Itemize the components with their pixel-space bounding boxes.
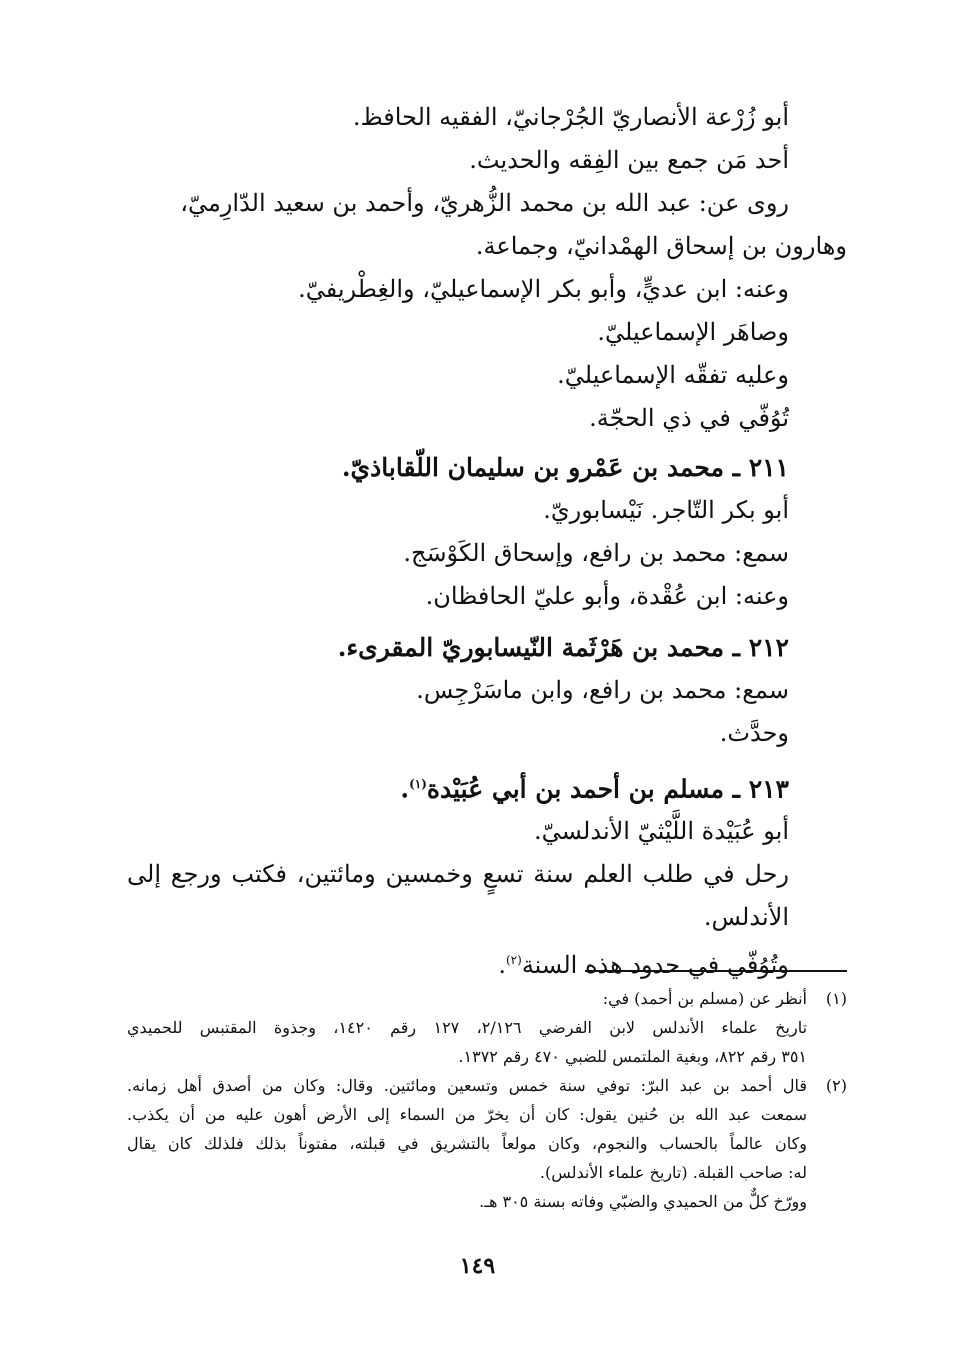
footnote-line: قال أحمد بن عبد البرّ: توفي سنة خمس وتسعين ومائتين. وقال: وكان من أصدق أهل زمانه. — [127, 1076, 808, 1095]
footnote-line: وكان عالماً بالحساب والنجوم، وكان مولعاً بالتشريق في قبلته، مفتوناً بذلك فلذلك كان يقال — [127, 1134, 807, 1153]
footnote-2 — [127, 1071, 847, 1216]
page-number: ١٤٩ — [459, 1253, 496, 1279]
footnote-line: وورّخ كلٌّ من الحميدي والضبّي وفاته بسنة ٣٠٥ هـ. — [479, 1192, 807, 1211]
footnotes — [127, 984, 847, 1216]
footnote-line: سمعت عبد الله بن حُنين يقول: كان أن يخرّ من السماء إلى الأرض أهون عليه من أن يكذب. — [127, 1105, 808, 1124]
text-line: تُوُفّي في ذي الحجّة. — [589, 404, 789, 432]
footnote-ref-1: (١) — [409, 777, 427, 791]
text-line: أبو بكر التّاجر. نَيْسابوريّ. — [543, 496, 789, 524]
text-line: أبو زُرْعة الأنصاريّ الجُرْجانيّ، الفقيه الحافظ. — [352, 103, 789, 131]
text-line: روى عن: عبد الله بن محمد الزُّهريّ، وأحمد بن سعيد الدّارِميّ، — [180, 189, 789, 217]
text-line: وعليه تفقّه الإسماعيليّ. — [557, 361, 789, 389]
footnote-number: (٢) — [825, 1076, 847, 1095]
entry-heading-212: ٢١٢ ـ محمد بن هَرْثَمة النّيسابوريّ المقرىء. — [337, 633, 789, 662]
footnote-line: تاريخ علماء الأندلس لابن الفرضي ٢/١٢٦، ١٢٧ رقم ١٤٢٠، وجذوة المقتبس للحميدي — [127, 1018, 808, 1037]
entry-heading-213 — [127, 763, 847, 810]
text-line: وهارون بن إسحاق الهمْدانيّ، وجماعة. — [475, 232, 847, 260]
entry-heading-211: ٢١١ ـ محمد بن عَمْرو بن سليمان اللّقاباذيّ. — [341, 453, 789, 482]
text-line: وصاهَر الإسماعيليّ. — [597, 318, 789, 346]
footnote-ref-2: (٢) — [505, 953, 522, 968]
main-text — [127, 96, 847, 987]
footnote-number: (١) — [825, 989, 847, 1008]
text-line — [127, 939, 847, 987]
entry-heading-213-text: ٢١٣ ـ مسلم بن أحمد بن أبي عُبَيْدة — [426, 774, 789, 804]
footnote-line: له: صاحب القبلة. (تاريخ علماء الأندلس). — [539, 1163, 807, 1182]
heading-period: . — [400, 774, 410, 804]
footnote-line: أنظر عن (مسلم بن أحمد) في: — [602, 989, 807, 1008]
footnote-line: ٣٥١ رقم ٨٢٢، وبغية الملتمس للضبي ٤٧٠ رقم ١٣٧٢. — [458, 1047, 807, 1066]
text-line: وعنه: ابن عُقْدة، وأبو عليّ الحافظان. — [425, 582, 789, 610]
footnote-1 — [127, 984, 847, 1071]
text-line: وحدَّث. — [719, 719, 789, 747]
text-line: أحد مَن جمع بين الفِقه والحديث. — [469, 146, 789, 174]
text-line: وعنه: ابن عديٍّ، وأبو بكر الإسماعيليّ، والغِطْريفيّ. — [298, 275, 789, 303]
text-line: سمع: محمد بن رافع، وابن ماسَرْجِس. — [416, 676, 789, 704]
line-period: . — [498, 951, 506, 980]
text-line: سمع: محمد بن رافع، وإسحاق الكَوْسَج. — [403, 539, 789, 567]
text-paragraph: رحل في طلب العلم سنة تسعٍ وخمسين ومائتين، فكتب ورجع إلى الأندلس. — [127, 860, 789, 932]
text-line: أبو عُبَيْدة اللَّيْثيّ الأندلسيّ. — [533, 817, 789, 846]
text-line-body: وتُوُفّي في حدود هذه السنة — [521, 951, 789, 980]
footnote-separator — [585, 970, 847, 972]
